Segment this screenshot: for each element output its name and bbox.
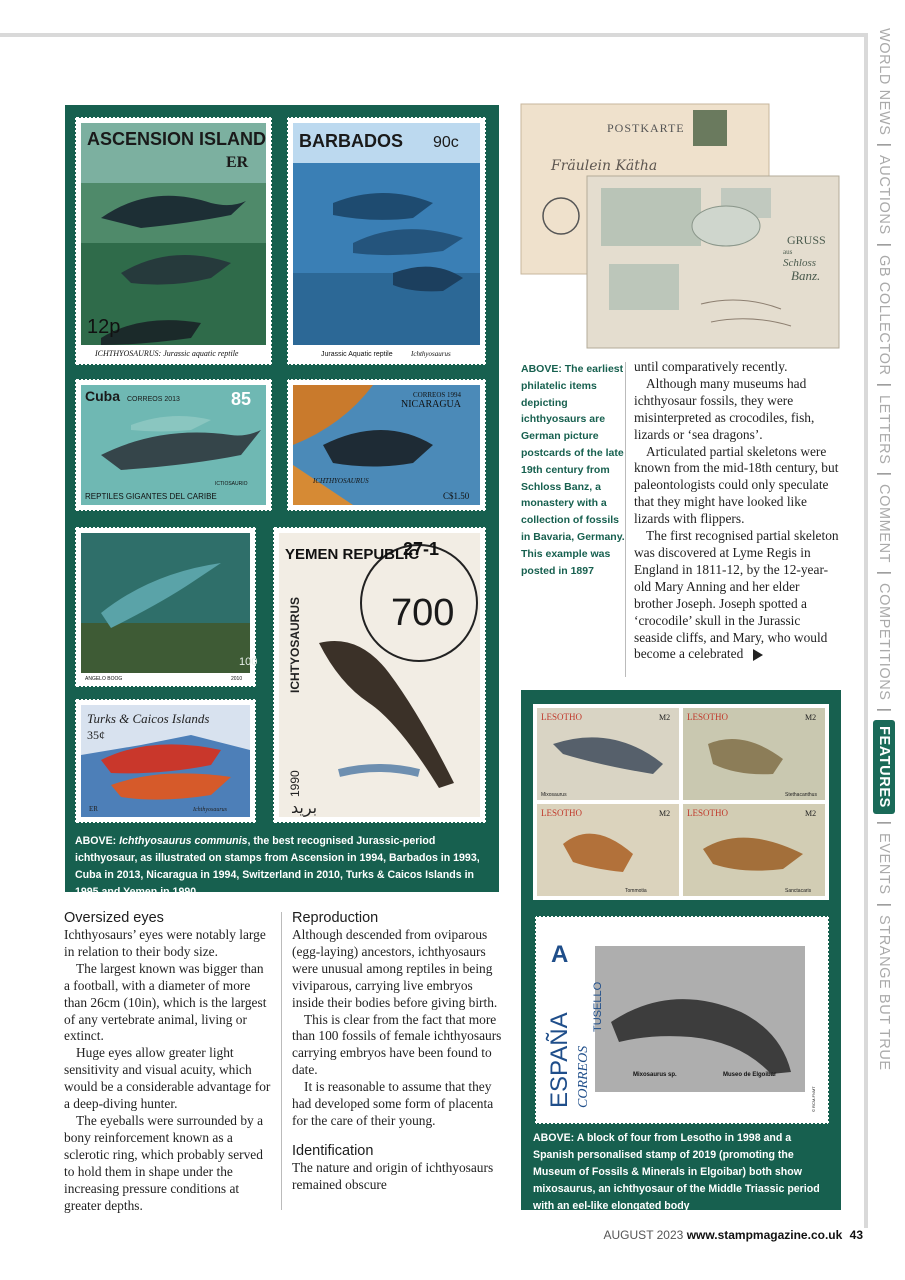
- lesotho-value: M2: [805, 713, 817, 722]
- right-paragraph: Articulated partial skeletons were known from the mid-18th century, but paleontologists could only speculate that they might have looked like lizards with flippers.: [634, 443, 839, 527]
- switzerland-illustration: [81, 533, 258, 682]
- nav-letters[interactable]: LETTERS: [876, 394, 892, 465]
- spain-credit: © RCM-FNMT: [811, 1086, 816, 1112]
- yemen-postmark: 27-1: [403, 539, 440, 559]
- stamps-caption-label: ABOVE:: [75, 835, 117, 847]
- turks-value: 35¢: [87, 728, 105, 742]
- stamps-caption-text: , the best recognised Jurassic-period ichthyosaur, as illustrated on stamps from Ascension in 1994, Barbados in 1993, Cuba in 2013, Nicaragua in 1994, Switzerland in 2010, Turks & Caicos Islands in 1995 and Yemen in 1990: [75, 835, 480, 898]
- heading-reproduction: Reproduction: [292, 910, 379, 926]
- yemen-arabic: بريد: [291, 798, 318, 817]
- right-panel: [521, 690, 841, 1210]
- body-paragraph: Although descended from oviparous (egg-laying) ancestors, ichthyosaurs were unusual among reptiles in being viviparous, carrying live embryos inside their bodies before giving birth.: [292, 927, 498, 1010]
- right-panel-caption: ABOVE: A block of four from Lesotho in 1998 and a Spanish personalised stamp of 2019 (promoting the Museum of Fossils & Minerals in Elgoibar) both show mixosaurus, an ichthyosaur of the Middle Triassic period with an eel-like elongated body: [533, 1132, 820, 1212]
- nav-separator: |: [876, 570, 892, 575]
- lesotho-country: LESOTHO: [541, 712, 582, 722]
- body-paragraph: The nature and origin of ichthyosaurs remained obscure: [292, 1159, 494, 1192]
- lesotho-block: [533, 704, 829, 900]
- yemen-illustration: [279, 533, 480, 817]
- body-paragraph: Ichthyosaurs’ eyes were notably large in relation to their body size.: [64, 927, 266, 959]
- continue-arrow-icon: [753, 649, 763, 661]
- spain-tusello: TUSELLO: [592, 981, 604, 1032]
- nicaragua-title: NICARAGUA: [401, 399, 461, 410]
- postcard-greeting: GRUSS: [787, 233, 826, 247]
- postcard-place: Schloss: [783, 257, 816, 269]
- cuba-illustration: [81, 385, 266, 505]
- body-paragraph: This is clear from the fact that more than 100 fossils of female ichthyosaurs carrying embryos have been found to date.: [292, 1011, 502, 1078]
- lesotho-value: M2: [805, 809, 817, 818]
- footer-page-number: 43: [849, 1228, 863, 1242]
- nav-events[interactable]: EVENTS: [876, 833, 892, 896]
- nav-features[interactable]: FEATURES: [873, 720, 895, 814]
- stamp-cuba: [75, 379, 272, 511]
- barbados-species: Ichthyosaurus: [411, 350, 451, 358]
- lesotho-value: M2: [659, 809, 671, 818]
- lesotho-country: LESOTHO: [687, 808, 728, 818]
- lesotho-species: Stethacanthus: [785, 792, 817, 798]
- stamp-switzerland: [75, 527, 256, 687]
- yemen-value: 700: [391, 592, 455, 634]
- nav-separator: |: [876, 707, 892, 713]
- turks-species: Ichthyosaurus: [193, 807, 227, 813]
- nav-separator: |: [876, 242, 892, 247]
- column-oversized-eyes: [64, 910, 272, 1214]
- nav-world-news[interactable]: WORLD NEWS: [876, 28, 892, 136]
- stamps-caption: [75, 833, 489, 901]
- barbados-value: 90c: [433, 134, 459, 151]
- column-reproduction: [292, 910, 502, 1194]
- nicaragua-value: C$1.50: [443, 491, 470, 501]
- nav-auctions[interactable]: AUCTIONS: [876, 155, 892, 235]
- lesotho-species: Sanctacaris: [785, 888, 812, 894]
- cuba-title: Cuba: [85, 388, 120, 404]
- postcard-address: Fräulein Kätha: [551, 158, 658, 174]
- spain-illustration: [541, 922, 823, 1118]
- heading-oversized-eyes: Oversized eyes: [64, 910, 164, 926]
- spain-correos: CORREOS: [576, 1045, 591, 1108]
- stamp-barbados: [287, 117, 486, 365]
- footer-site[interactable]: www.stampmagazine.co.uk: [686, 1228, 843, 1242]
- ascension-caption: ICHTHYOSAURUS: Jurassic aquatic reptile: [95, 349, 239, 358]
- yemen-species: ICHTYOSAURUS: [288, 596, 302, 693]
- stamp-turks-caicos: [75, 699, 256, 823]
- barbados-caption: Jurassic Aquatic reptile: [321, 351, 393, 358]
- heading-identification: Identification: [292, 1142, 374, 1159]
- column-rule-left: [281, 912, 282, 1210]
- postcard-illustration: [521, 104, 841, 348]
- right-paragraph-text: The first recognised partial skeleton was discovered at Lyme Regis in England in 1811-12, by the 12-year-old Mary Anning and her elder brother Joseph. Joseph spotted a ‘crocodile’ skull in the Jurassic seaside cliffs, and Mary, who would become a celebrated: [634, 528, 839, 662]
- lesotho-illustration: [533, 704, 829, 900]
- stamp-nicaragua: [287, 379, 486, 511]
- cuba-footer: REPTILES GIGANTES DEL CARIBE: [85, 492, 217, 501]
- section-nav: [873, 28, 895, 1070]
- body-paragraph: Huge eyes allow greater light sensitivity and visual acuity, which would be a considerable advantage for a deep-diving hunter.: [64, 1045, 271, 1112]
- postcard-image: [521, 104, 841, 348]
- right-column-text: [634, 359, 839, 663]
- nav-strange-but-true[interactable]: STRANGE BUT TRUE: [876, 914, 892, 1071]
- switzerland-value: 100: [239, 656, 258, 668]
- spain-letter: A: [551, 941, 569, 968]
- yemen-title: YEMEN REPUBLIC: [285, 546, 420, 563]
- turks-monogram: ER: [89, 805, 98, 813]
- nicaragua-species: ICHTHYOSAURUS: [313, 477, 369, 485]
- nicaragua-subtitle: CORREOS 1994: [413, 391, 462, 399]
- nav-comment[interactable]: COMMENT: [876, 483, 892, 563]
- cuba-value: 85: [231, 389, 252, 409]
- lesotho-value: M2: [659, 713, 671, 722]
- switzerland-year: 2010: [231, 676, 243, 682]
- switzerland-artist: ANGELO BOOG: [85, 676, 123, 682]
- column-rule-right: [625, 362, 626, 677]
- spain-label-left: Mixosaurus sp.: [633, 1072, 677, 1078]
- side-rule: [864, 33, 868, 1228]
- postcard-place2: Banz.: [791, 268, 821, 283]
- top-rule: [0, 33, 865, 37]
- barbados-illustration: [293, 123, 480, 359]
- barbados-title: BARBADOS: [299, 131, 404, 151]
- cuba-species: ICTIOSAURIO: [215, 481, 248, 487]
- body-paragraph: The largest known was bigger than a football, with a diameter of more than 26cm (10in), which is the largest of any vertebrate animal, living or extinct.: [64, 960, 267, 1044]
- stamp-yemen: [273, 527, 486, 823]
- lesotho-species: Mixosaurus: [541, 792, 567, 798]
- turks-title: Turks & Caicos Islands: [87, 711, 210, 726]
- page-footer: [604, 1228, 863, 1242]
- lesotho-species: Tommotia: [625, 888, 647, 894]
- nav-separator: |: [876, 471, 892, 477]
- right-paragraph: [634, 528, 839, 663]
- ascension-title: ASCENSION ISLAND: [87, 129, 267, 149]
- right-paragraph: until comparatively recently.: [634, 359, 788, 374]
- postcard-greeting2: aus: [783, 248, 793, 256]
- nicaragua-illustration: [293, 385, 480, 505]
- nav-separator: |: [876, 143, 892, 148]
- lesotho-country: LESOTHO: [687, 712, 728, 722]
- lesotho-country: LESOTHO: [541, 808, 582, 818]
- nav-separator: |: [876, 821, 892, 826]
- body-paragraph: It is reasonable to assume that they had developed some form of placenta for the care of their young.: [292, 1079, 494, 1128]
- footer-date: AUGUST 2023: [603, 1228, 684, 1242]
- yemen-year: 1990: [288, 770, 302, 797]
- body-paragraph: The eyeballs were surrounded by a bony reinforcement known as a sclerotic ring, which probably served to hold them in shape under the increasing pressure conditions at greater depths.: [64, 1112, 264, 1213]
- cuba-subtitle: CORREOS 2013: [127, 396, 180, 403]
- nav-gb-collector[interactable]: GB COLLECTOR: [876, 254, 892, 376]
- spain-country: ESPAÑA: [546, 1012, 573, 1108]
- stamps-panel: [65, 105, 499, 898]
- stamp-spain: [535, 916, 829, 1124]
- postcard-caption: ABOVE: The earliest philatelic items depicting ichthyosaurs are German picture postcards of the late 19th century from Schloss Banz, a monastery with a collection of fossils in Bavaria, Germany. This example was posted in 1897: [521, 363, 625, 577]
- stamp-ascension: [75, 117, 272, 365]
- nav-separator: |: [876, 902, 892, 908]
- ascension-value: 12p: [87, 316, 121, 338]
- ascension-illustration: [81, 123, 266, 359]
- turks-illustration: [81, 705, 250, 817]
- nav-competitions[interactable]: COMPETITIONS: [876, 582, 892, 701]
- ascension-monogram: ER: [226, 154, 249, 171]
- right-paragraph: Although many museums had ichthyosaur fossils, they were misinterpreted as crocodiles, fish, lizards or ‘sea dragons’.: [634, 375, 815, 442]
- stamps-caption-species: Ichthyosaurus communis: [119, 835, 248, 847]
- postcard-header: POSTKARTE: [607, 121, 685, 135]
- spain-label-right: Museo de Elgoibar: [723, 1072, 777, 1078]
- nav-separator: |: [876, 382, 892, 388]
